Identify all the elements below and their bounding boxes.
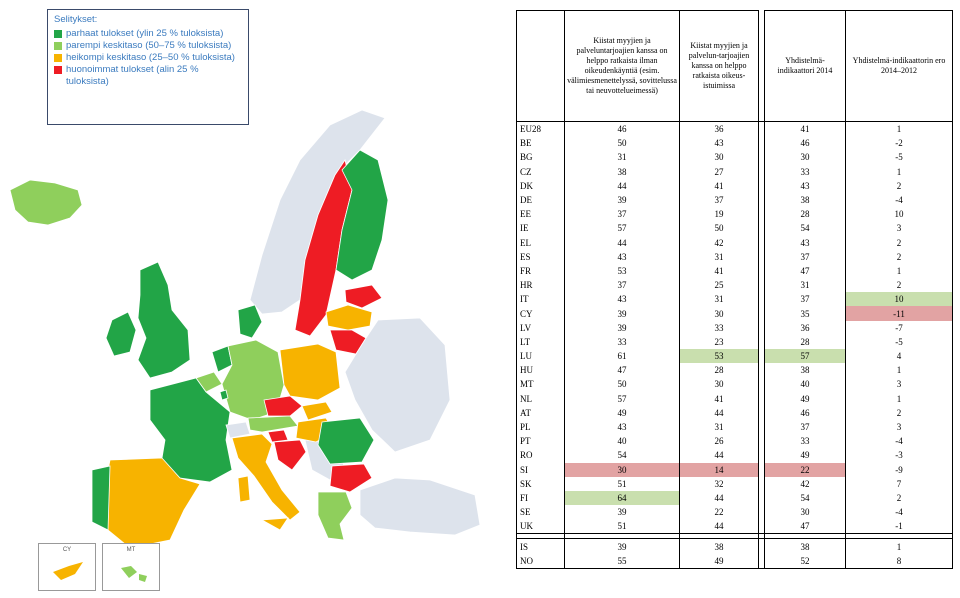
table-row [517, 292, 953, 306]
cell-diff: -4 [846, 193, 953, 207]
legend-swatch-worst [54, 66, 62, 74]
inset-cyprus-label: CY [62, 547, 72, 553]
inset-malta-label: MT [126, 547, 136, 553]
cell-country: IT [517, 292, 565, 306]
cell-adr: 51 [565, 477, 680, 491]
cell-diff: 10 [846, 292, 953, 306]
cell-country: DK [517, 179, 565, 193]
cell-courts: 44 [680, 406, 759, 420]
table-row [517, 491, 953, 505]
table-row [517, 122, 953, 137]
table-row [517, 278, 953, 292]
cell-country: UK [517, 519, 565, 534]
table-row [517, 434, 953, 448]
cell-courts: 53 [680, 349, 759, 363]
cell-country: CY [517, 306, 565, 320]
cell-country: HR [517, 278, 565, 292]
cell-composite: 47 [765, 519, 846, 534]
region-austria [248, 416, 298, 432]
cell-diff: -4 [846, 505, 953, 519]
cell-composite: 33 [765, 434, 846, 448]
cell-courts: 41 [680, 179, 759, 193]
cell-composite: 43 [765, 179, 846, 193]
table-row [517, 392, 953, 406]
table-row [517, 477, 953, 491]
cell-adr: 47 [565, 363, 680, 377]
cell-adr: 43 [565, 420, 680, 434]
cell-adr: 44 [565, 179, 680, 193]
cell-composite: 49 [765, 448, 846, 462]
region-czech [264, 396, 302, 416]
cell-composite: 46 [765, 406, 846, 420]
cell-adr: 40 [565, 434, 680, 448]
table-row [517, 554, 953, 569]
cell-country: PT [517, 434, 565, 448]
cell-courts: 38 [680, 539, 759, 554]
cell-composite: 46 [765, 136, 846, 150]
cell-composite: 57 [765, 349, 846, 363]
cell-courts: 22 [680, 505, 759, 519]
cell-country: IS [517, 539, 565, 554]
table-row [517, 179, 953, 193]
cell-courts: 36 [680, 122, 759, 137]
cell-adr: 30 [565, 463, 680, 477]
cell-diff: 4 [846, 349, 953, 363]
table-row [517, 505, 953, 519]
table-body-extra [517, 539, 953, 568]
cell-composite: 36 [765, 321, 846, 335]
cell-adr: 43 [565, 250, 680, 264]
cell-composite: 54 [765, 491, 846, 505]
region-latvia [326, 305, 372, 330]
cell-courts: 44 [680, 491, 759, 505]
table-row [517, 236, 953, 250]
cell-courts: 44 [680, 448, 759, 462]
cell-country: RO [517, 448, 565, 462]
header-composite: Yhdistelmä-indikaattori 2014 [765, 11, 846, 122]
cell-adr: 46 [565, 122, 680, 137]
cell-diff: 2 [846, 406, 953, 420]
region-sardinia [238, 476, 250, 502]
header-adr: Kiistat myyjien ja palveluntarjoajien kanssa on helppo ratkaista ilman oikeudenkäyntiä (esim. välimiesmenettelyssä, sovittelussa tai neuvottelueimessä) [565, 11, 680, 122]
table-row [517, 363, 953, 377]
legend-item-best [54, 28, 242, 40]
cell-adr: 51 [565, 519, 680, 534]
cell-country: BG [517, 150, 565, 164]
legend-title: Selitykset: [54, 14, 98, 25]
table-body-main [517, 122, 953, 534]
results-table-wrap [516, 10, 952, 593]
cell-country: FR [517, 264, 565, 278]
cell-diff: -1 [846, 519, 953, 534]
cell-diff: -5 [846, 335, 953, 349]
region-greece [318, 492, 352, 540]
region-switzerland [226, 422, 250, 438]
cell-courts: 28 [680, 363, 759, 377]
cell-diff: -3 [846, 448, 953, 462]
cell-composite: 43 [765, 236, 846, 250]
cell-country: CZ [517, 165, 565, 179]
cell-composite: 41 [765, 122, 846, 137]
cell-country: NL [517, 392, 565, 406]
table-row [517, 165, 953, 179]
cell-country: NO [517, 554, 565, 569]
cell-diff: -9 [846, 463, 953, 477]
table-header-row [517, 11, 953, 122]
region-turkey [360, 478, 480, 535]
cell-country: DE [517, 193, 565, 207]
cell-composite: 40 [765, 377, 846, 391]
cell-composite: 37 [765, 250, 846, 264]
cell-diff: 8 [846, 554, 953, 569]
cell-adr: 44 [565, 236, 680, 250]
cell-courts: 33 [680, 321, 759, 335]
cell-country: LU [517, 349, 565, 363]
cell-diff: 2 [846, 179, 953, 193]
region-uk [138, 262, 190, 378]
region-sicily [262, 518, 288, 530]
cell-diff: 3 [846, 420, 953, 434]
table-row [517, 250, 953, 264]
table-row [517, 377, 953, 391]
cell-diff: -2 [846, 136, 953, 150]
table-row [517, 264, 953, 278]
legend-item-above-average [54, 40, 242, 52]
cell-composite: 37 [765, 420, 846, 434]
cell-composite: 30 [765, 505, 846, 519]
table-row [517, 193, 953, 207]
cell-diff: 7 [846, 477, 953, 491]
cell-courts: 30 [680, 150, 759, 164]
legend-label-worst: huonoimmat tulokset (alin 25 % tuloksista) [66, 64, 199, 87]
cell-courts: 25 [680, 278, 759, 292]
cell-country: IE [517, 221, 565, 235]
cell-adr: 39 [565, 321, 680, 335]
region-romania [318, 418, 374, 464]
cell-country: PL [517, 420, 565, 434]
cell-country: LV [517, 321, 565, 335]
cell-composite: 31 [765, 278, 846, 292]
cell-courts: 30 [680, 306, 759, 320]
cell-adr: 55 [565, 554, 680, 569]
header-diff: Yhdistelmä-indikaattorin ero 2014–2012 [846, 11, 953, 122]
cell-courts: 26 [680, 434, 759, 448]
cell-composite: 33 [765, 165, 846, 179]
cell-courts: 27 [680, 165, 759, 179]
cell-adr: 53 [565, 264, 680, 278]
region-croatia [274, 440, 306, 470]
table-row [517, 448, 953, 462]
cell-courts: 50 [680, 221, 759, 235]
cell-adr: 39 [565, 193, 680, 207]
cell-country: EL [517, 236, 565, 250]
results-table [516, 10, 953, 569]
cell-diff: -11 [846, 306, 953, 320]
cell-adr: 31 [565, 150, 680, 164]
cell-diff: 1 [846, 122, 953, 137]
cell-country: SK [517, 477, 565, 491]
region-estonia [345, 285, 382, 308]
cell-diff: 2 [846, 250, 953, 264]
cell-country: FI [517, 491, 565, 505]
cell-composite: 42 [765, 477, 846, 491]
table-row [517, 406, 953, 420]
table-row [517, 306, 953, 320]
cell-composite: 28 [765, 207, 846, 221]
cell-diff: 2 [846, 236, 953, 250]
cell-adr: 64 [565, 491, 680, 505]
cell-composite: 22 [765, 463, 846, 477]
cell-adr: 54 [565, 448, 680, 462]
cell-adr: 39 [565, 505, 680, 519]
region-slovenia [268, 430, 288, 442]
table-row [517, 335, 953, 349]
legend-label-best: parhaat tulokset (ylin 25 % tuloksista) [66, 28, 224, 39]
cell-courts: 23 [680, 335, 759, 349]
cell-courts: 42 [680, 236, 759, 250]
legend-item-below-average [54, 52, 242, 64]
cell-adr: 49 [565, 406, 680, 420]
region-iceland [10, 180, 82, 225]
cell-courts: 37 [680, 193, 759, 207]
map-legend [47, 9, 249, 125]
legend-swatch-below-average [54, 54, 62, 62]
cell-adr: 39 [565, 306, 680, 320]
inset-cyprus [38, 543, 96, 591]
cell-composite: 38 [765, 363, 846, 377]
cell-composite: 54 [765, 221, 846, 235]
cell-diff: 1 [846, 363, 953, 377]
cell-adr: 37 [565, 278, 680, 292]
cell-country: LT [517, 335, 565, 349]
cell-country: SI [517, 463, 565, 477]
legend-item-worst [54, 64, 242, 88]
cell-courts: 32 [680, 477, 759, 491]
header-courts: Kiistat myyjien ja palvelun-tarjoajien kanssa on helppo ratkaista oikeus-istuimissa [680, 11, 759, 122]
cell-adr: 39 [565, 539, 680, 554]
cell-adr: 50 [565, 377, 680, 391]
cell-adr: 61 [565, 349, 680, 363]
cell-courts: 41 [680, 264, 759, 278]
cell-courts: 14 [680, 463, 759, 477]
cell-country: MT [517, 377, 565, 391]
region-poland [280, 344, 340, 400]
cell-courts: 49 [680, 554, 759, 569]
cell-composite: 37 [765, 292, 846, 306]
cell-adr: 33 [565, 335, 680, 349]
cell-courts: 31 [680, 420, 759, 434]
cell-diff: 1 [846, 392, 953, 406]
cell-diff: 1 [846, 539, 953, 554]
cell-composite: 38 [765, 539, 846, 554]
cell-courts: 30 [680, 377, 759, 391]
cell-diff: 3 [846, 377, 953, 391]
cell-composite: 30 [765, 150, 846, 164]
legend-label-above-average: parempi keskitaso (50–75 % tuloksista) [66, 40, 232, 51]
table-row [517, 420, 953, 434]
table-row [517, 463, 953, 477]
cell-country: AT [517, 406, 565, 420]
cell-courts: 31 [680, 250, 759, 264]
cell-adr: 57 [565, 392, 680, 406]
cell-diff: 10 [846, 207, 953, 221]
cell-country: BE [517, 136, 565, 150]
table-row [517, 321, 953, 335]
cell-composite: 38 [765, 193, 846, 207]
table-row [517, 221, 953, 235]
cell-composite: 49 [765, 392, 846, 406]
cell-diff: 1 [846, 165, 953, 179]
cell-diff: 3 [846, 221, 953, 235]
cell-adr: 38 [565, 165, 680, 179]
region-portugal [92, 466, 110, 530]
cell-adr: 57 [565, 221, 680, 235]
legend-swatch-above-average [54, 42, 62, 50]
cell-adr: 50 [565, 136, 680, 150]
table-row [517, 539, 953, 554]
cell-composite: 47 [765, 264, 846, 278]
cell-country: ES [517, 250, 565, 264]
cell-diff: 2 [846, 278, 953, 292]
cell-country: EE [517, 207, 565, 221]
cell-country: HU [517, 363, 565, 377]
table-row [517, 136, 953, 150]
cell-adr: 43 [565, 292, 680, 306]
table-row [517, 349, 953, 363]
cell-diff: -7 [846, 321, 953, 335]
table-row [517, 519, 953, 534]
cell-adr: 37 [565, 207, 680, 221]
cell-composite: 35 [765, 306, 846, 320]
legend-label-below-average: heikompi keskitaso (25–50 % tuloksista) [66, 52, 235, 63]
cell-courts: 19 [680, 207, 759, 221]
cell-diff: 1 [846, 264, 953, 278]
cell-country: EU28 [517, 122, 565, 137]
inset-malta [102, 543, 160, 591]
cell-courts: 44 [680, 519, 759, 534]
legend-swatch-best [54, 30, 62, 38]
table-row [517, 150, 953, 164]
cell-composite: 28 [765, 335, 846, 349]
table-row [517, 207, 953, 221]
cell-country: SE [517, 505, 565, 519]
cell-diff: 2 [846, 491, 953, 505]
cell-composite: 52 [765, 554, 846, 569]
region-ireland [106, 312, 136, 356]
cell-diff: -4 [846, 434, 953, 448]
header-country [517, 11, 565, 122]
cell-diff: -5 [846, 150, 953, 164]
cell-courts: 31 [680, 292, 759, 306]
region-slovakia [302, 402, 332, 420]
cell-courts: 41 [680, 392, 759, 406]
cell-courts: 43 [680, 136, 759, 150]
